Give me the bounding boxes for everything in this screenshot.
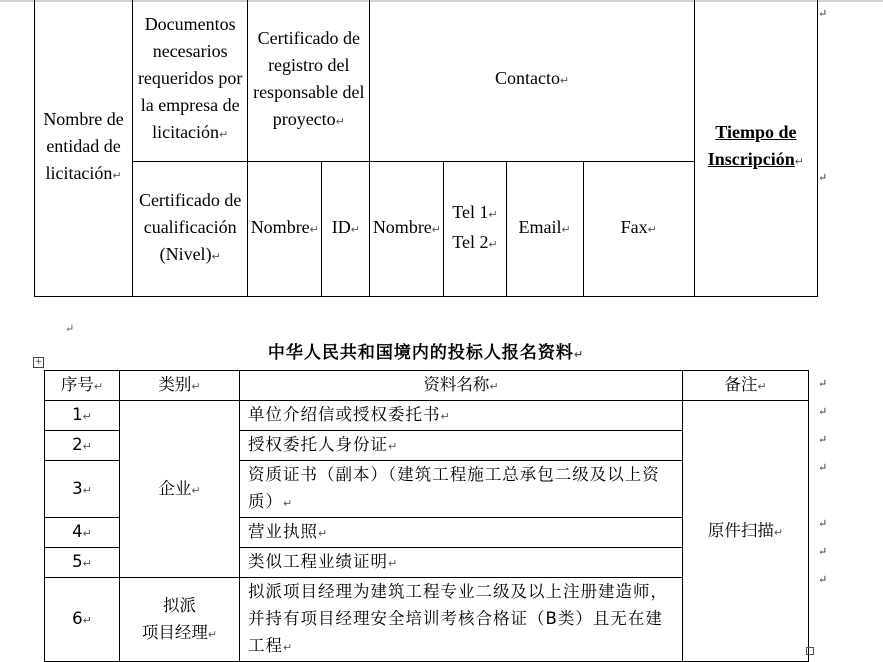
- row-number: 6↵: [45, 578, 120, 662]
- row-number: 4↵: [45, 518, 120, 548]
- table-title: 中华人民共和国境内的投标人报名资料↵: [267, 343, 585, 363]
- row-end-mark: ↵: [818, 377, 828, 390]
- category-enterprise: 企业↵: [120, 401, 240, 578]
- document-name: 拟派项目经理为建筑工程专业二级及以上注册建造师，并持有项目经理安全培训考核合格证（B类）且无在建工程↵: [240, 578, 683, 662]
- header-nombre-responsable: Nombre↵: [248, 162, 322, 297]
- document-name: 单位介绍信或授权委托书↵: [240, 401, 683, 431]
- row-number: 5↵: [45, 548, 120, 578]
- row-end-mark: ↵: [818, 573, 828, 586]
- header-fax: Fax↵: [583, 162, 694, 297]
- document-name: 类似工程业绩证明↵: [240, 548, 683, 578]
- header-tel: Tel 1↵ Tel 2↵: [444, 162, 506, 297]
- remark-cell: 原件扫描↵: [683, 401, 809, 662]
- header-certificado-registro: Certificado de registro del responsable del proyecto↵: [248, 0, 370, 162]
- document-name: 营业执照↵: [240, 518, 683, 548]
- document-name: 资质证书（副本）（建筑工程施工总承包二级及以上资质）↵: [240, 461, 683, 518]
- header-tiempo-inscripcion: Tiempo de Inscripción↵: [694, 0, 817, 297]
- row-end-mark: ↵: [818, 461, 828, 474]
- table-move-handle-icon[interactable]: +: [34, 357, 43, 367]
- header-category: 类别↵: [120, 371, 240, 401]
- spanish-registration-table: [34, 0, 818, 297]
- table-resize-handle[interactable]: [806, 647, 814, 655]
- row-number: 1↵: [45, 401, 120, 431]
- row-end-mark: ↵: [818, 433, 828, 446]
- header-contacto: Contacto↵: [370, 0, 694, 162]
- header-document-name: 资料名称↵: [240, 371, 683, 401]
- row-end-mark: ↵: [818, 171, 828, 184]
- category-project-manager: 拟派 项目经理↵: [120, 578, 240, 662]
- row-number: 3↵: [45, 461, 120, 518]
- row-end-mark: ↵: [818, 7, 828, 20]
- header-id: ID↵: [322, 162, 370, 297]
- header-remark: 备注↵: [683, 371, 809, 401]
- document-name: 授权委托人身份证↵: [240, 431, 683, 461]
- header-cert-cualificacion: Certificado de cualificación (Nivel)↵: [133, 162, 248, 297]
- header-email: Email↵: [506, 162, 583, 297]
- row-end-mark: ↵: [818, 405, 828, 418]
- header-nombre-contacto: Nombre↵: [370, 162, 444, 297]
- table-row: [45, 401, 809, 431]
- header-nombre-entidad: Nombre de entidad de licitación↵: [35, 0, 133, 297]
- paragraph-mark: ↵: [65, 322, 75, 335]
- row-end-mark: ↵: [818, 545, 828, 558]
- bidder-registration-table: [44, 370, 809, 662]
- header-documentos: Documentos necesarios requeridos por la empresa de licitación↵: [133, 0, 248, 162]
- row-number: 2↵: [45, 431, 120, 461]
- header-seq: 序号↵: [45, 371, 120, 401]
- row-end-mark: ↵: [818, 517, 828, 530]
